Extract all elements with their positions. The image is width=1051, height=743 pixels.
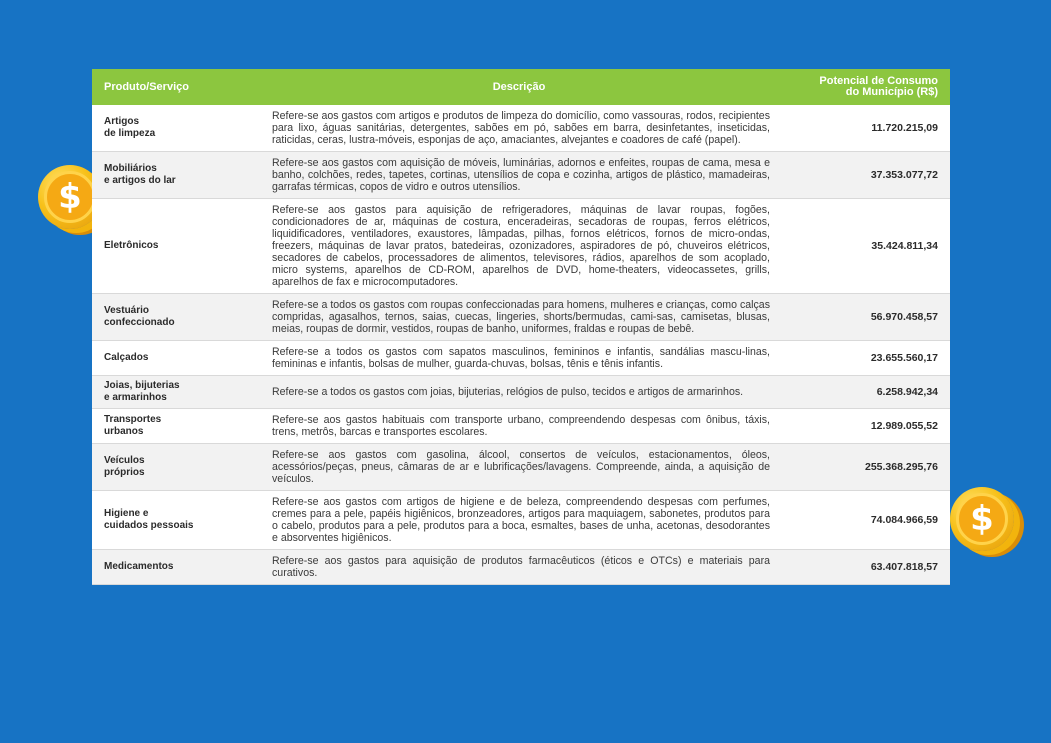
header-value-line1: Potencial de Consumo xyxy=(819,75,938,87)
row-description: Refere-se a todos os gastos com roupas confeccionadas para homens, mulheres e crianças, como calças compridas, agasalhos, ternos, saias, cuecas, lingeries, shorts/bermudas, cami-sas, camisetas, blusas, meias, roupas de dormir, vestidos, roupas de banho, uniformes, fraldas e roupas de bebê. xyxy=(272,299,770,335)
table-row xyxy=(92,105,950,152)
consumption-table xyxy=(92,69,950,585)
table-row xyxy=(92,341,950,376)
dollar-sign: $ xyxy=(956,493,1008,545)
row-description: Refere-se aos gastos com artigos e produtos de limpeza do domicílio, como vassouras, rodos, recipientes para lixo, águas sanitárias, detergentes, sabões em pó, sabões em barra, desinfetantes, inseticidas, raticidas, ceras, lustra-móveis, esponjas de aço, amaciantes, alvejantes e coadores de café (papel). xyxy=(272,110,770,146)
table-row xyxy=(92,199,950,294)
table-header-row xyxy=(92,69,950,105)
row-product: Higiene e cuidados pessoais xyxy=(104,508,194,531)
dollar-sign: $ xyxy=(44,171,96,223)
row-product: Artigos de limpeza xyxy=(104,116,156,139)
row-value: 35.424.811,34 xyxy=(871,240,938,252)
table-row xyxy=(92,152,950,199)
row-description: Refere-se aos gastos com aquisição de móveis, luminárias, adornos e enfeites, roupas de cama, mesa e banho, colchões, redes, tapetes, cortinas, utensílios de copa e cozinha, artigos de plástico, mamadeiras, garrafas térmicas, copos de vidro e outros utensílios. xyxy=(272,157,770,193)
row-product: Eletrônicos xyxy=(104,240,159,251)
table-row xyxy=(92,550,950,585)
row-product: Transportes urbanos xyxy=(104,414,162,437)
row-description: Refere-se aos gastos com artigos de higiene e de beleza, compreendendo despesas com perfumes, cremes para a pele, papéis higiênicos, bronzeadores, artigos para maquiagem, sabonetes, produtos para o cabelo, produtos para a pele, produtos para a boca, esmaltes, bases de unha, acetonas, desodorantes e absorventes higiênicos. xyxy=(272,496,770,544)
header-product: Produto/Serviço xyxy=(104,81,189,93)
row-description: Refere-se aos gastos habituais com transporte urbano, compreendendo despesas com ônibus, táxis, trens, metrôs, barcas e transportes escolares. xyxy=(272,414,770,438)
row-product: Calçados xyxy=(104,352,149,363)
row-product: Medicamentos xyxy=(104,561,174,572)
header-value-line2: do Município (R$) xyxy=(845,86,938,98)
header-description: Descrição xyxy=(492,81,546,93)
row-product: Mobiliários e artigos do lar xyxy=(104,163,176,186)
row-product: Vestuário confeccionado xyxy=(104,305,175,328)
row-value: 23.655.560,17 xyxy=(870,352,938,364)
row-value: 37.353.077,72 xyxy=(870,169,938,181)
header-value xyxy=(776,69,950,105)
row-description: Refere-se aos gastos para aquisição de produtos farmacêuticos (éticos e OTCs) e materiais para curativos. xyxy=(272,555,770,579)
row-value: 6.258.942,34 xyxy=(876,386,938,398)
row-description: Refere-se aos gastos para aquisição de refrigeradores, máquinas de lavar roupas, fogões, condicionadores de ar, máquinas de costura, enceradeiras, secadoras de roupas, ferros elétricos, liquidificadores, ventiladores, exaustores, lâmpadas, pilhas, fornos elétricos, fornos de micro-ondas, freezers, máquinas de lavar pratos, batedeiras, ozonizadores, aspiradores de pó, chuveiros elétricos, secadores de cabelos, processadores de alimentos, televisores, rádios, aparelhos de som acoplado, micro systems, aparelhos de CD-ROM, aparelhos de DVD, home-theaters, videocassetes, grills, aparelhos de fax e microcomputadores. xyxy=(272,204,770,288)
row-description: Refere-se a todos os gastos com joias, bijuterias, relógios de pulso, tecidos e artigos de armarinhos. xyxy=(272,386,744,398)
table-row xyxy=(92,376,950,409)
table-row xyxy=(92,491,950,550)
dollar-coin-icon xyxy=(950,487,1014,551)
row-value: 74.084.966,59 xyxy=(870,514,938,526)
row-value: 56.970.458,57 xyxy=(870,311,938,323)
row-value: 11.720.215,09 xyxy=(871,122,938,134)
consumption-table-card xyxy=(92,69,950,585)
table-row xyxy=(92,444,950,491)
table-row xyxy=(92,294,950,341)
row-description: Refere-se a todos os gastos com sapatos masculinos, femininos e infantis, sandálias mascu-linas, femininas e infantis, bolsas de mulher, guarda-chuvas, bolsas, tênis e tênis infantis. xyxy=(272,346,770,370)
row-product: Joias, bijuterias e armarinhos xyxy=(104,380,180,403)
row-value: 255.368.295,76 xyxy=(865,461,938,473)
table-row xyxy=(92,409,950,444)
row-description: Refere-se aos gastos com gasolina, álcool, consertos de veículos, estacionamentos, óleos, acessórios/peças, pneus, câmaras de ar e lubrificações/lavagens. Compreende, ainda, a aquisição de veículos. xyxy=(272,449,770,485)
row-product: Veículos próprios xyxy=(104,455,145,478)
row-value: 63.407.818,57 xyxy=(870,561,938,573)
row-value: 12.989.055,52 xyxy=(870,420,938,432)
